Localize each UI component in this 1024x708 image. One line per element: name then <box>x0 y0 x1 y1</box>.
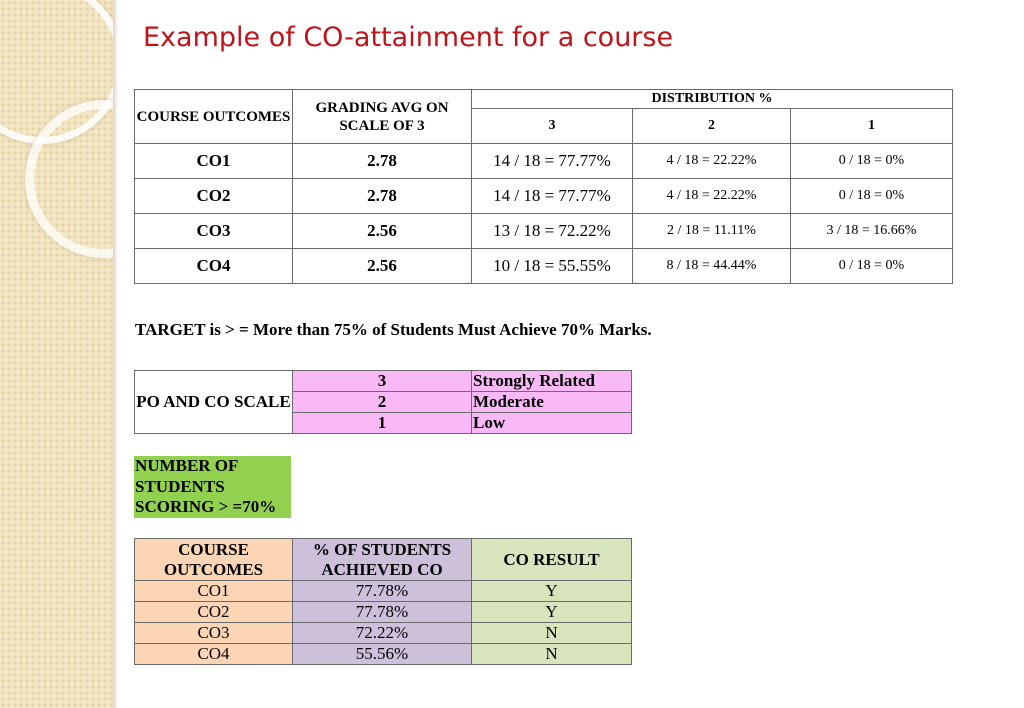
avg-cell: 2.56 <box>293 214 472 249</box>
dist-3-cell: 10 / 18 = 55.55% <box>472 249 633 284</box>
pct-cell: 55.56% <box>293 644 472 665</box>
dist-1-cell: 0 / 18 = 0% <box>791 144 953 179</box>
dist-1-cell: 0 / 18 = 0% <box>791 249 953 284</box>
co-cell: CO1 <box>135 144 293 179</box>
scale-level: 3 <box>293 371 472 392</box>
scale-level: 1 <box>293 413 472 434</box>
students-scoring-label: NUMBER OF STUDENTS SCORING > =70% <box>134 456 291 518</box>
table-row <box>135 581 632 602</box>
co-result-table <box>134 538 632 665</box>
co-cell: CO1 <box>135 581 293 602</box>
avg-cell: 2.78 <box>293 144 472 179</box>
header-grading-avg: GRADING AVG ON SCALE OF 3 <box>293 90 472 144</box>
dist-2-cell: 8 / 18 = 44.44% <box>633 249 791 284</box>
co-cell: CO3 <box>135 214 293 249</box>
table-row <box>135 623 632 644</box>
header-course-outcomes: COURSE OUTCOMES <box>135 90 293 144</box>
co-distribution-table <box>134 89 953 284</box>
dist-2-cell: 4 / 18 = 22.22% <box>633 179 791 214</box>
header-level-1: 1 <box>791 109 953 144</box>
page-title: Example of CO-attainment for a course <box>143 22 674 53</box>
scale-level: 2 <box>293 392 472 413</box>
dist-2-cell: 2 / 18 = 11.11% <box>633 214 791 249</box>
table-row <box>135 144 953 179</box>
co-cell: CO2 <box>135 179 293 214</box>
decorative-sidebar <box>0 0 113 708</box>
co-cell: CO4 <box>135 644 293 665</box>
header-level-2: 2 <box>633 109 791 144</box>
dist-3-cell: 14 / 18 = 77.77% <box>472 144 633 179</box>
header-co-result: CO RESULT <box>472 539 632 581</box>
avg-cell: 2.78 <box>293 179 472 214</box>
table-row <box>135 249 953 284</box>
result-cell: Y <box>472 581 632 602</box>
pct-cell: 72.22% <box>293 623 472 644</box>
co-cell: CO2 <box>135 602 293 623</box>
scale-meaning: Moderate <box>472 392 632 413</box>
pct-cell: 77.78% <box>293 581 472 602</box>
table-row <box>135 602 632 623</box>
header-percent-achieved: % OF STUDENTS ACHIEVED CO <box>293 539 472 581</box>
pct-cell: 77.78% <box>293 602 472 623</box>
po-co-scale-table <box>134 370 632 434</box>
target-statement: TARGET is > = More than 75% of Students Must Achieve 70% Marks. <box>135 320 652 339</box>
result-cell: N <box>472 644 632 665</box>
result-cell: N <box>472 623 632 644</box>
table-row <box>135 179 953 214</box>
sidebar-edge-shadow <box>113 0 118 708</box>
dist-3-cell: 13 / 18 = 72.22% <box>472 214 633 249</box>
table-row <box>135 644 632 665</box>
dist-2-cell: 4 / 18 = 22.22% <box>633 144 791 179</box>
dist-1-cell: 3 / 18 = 16.66% <box>791 214 953 249</box>
dist-3-cell: 14 / 18 = 77.77% <box>472 179 633 214</box>
avg-cell: 2.56 <box>293 249 472 284</box>
header-course-outcomes: COURSE OUTCOMES <box>135 539 293 581</box>
table-row <box>135 214 953 249</box>
dist-1-cell: 0 / 18 = 0% <box>791 179 953 214</box>
header-distribution: DISTRIBUTION % <box>472 90 953 109</box>
header-level-3: 3 <box>472 109 633 144</box>
scale-meaning: Strongly Related <box>472 371 632 392</box>
co-cell: CO4 <box>135 249 293 284</box>
result-cell: Y <box>472 602 632 623</box>
co-cell: CO3 <box>135 623 293 644</box>
scale-label: PO AND CO SCALE <box>135 371 293 434</box>
scale-meaning: Low <box>472 413 632 434</box>
